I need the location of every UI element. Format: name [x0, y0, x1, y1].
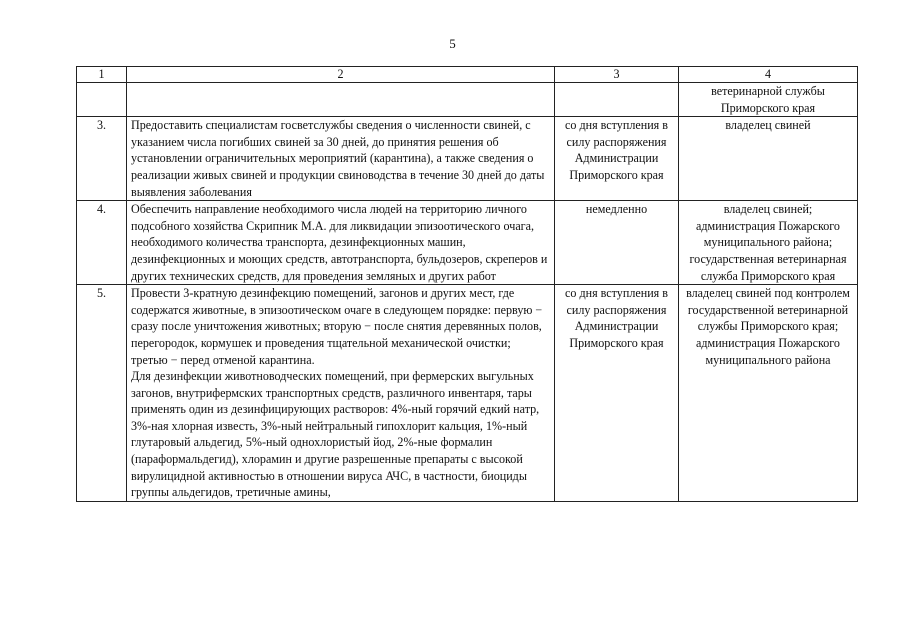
row-action	[127, 83, 555, 117]
row-number: 4.	[77, 201, 127, 285]
page-number: 5	[449, 36, 456, 51]
row-responsible: владелец свиней; администрация Пожарского муниципального района; государственная ветеринарная служба Приморского края	[679, 201, 858, 285]
table-row	[77, 117, 858, 201]
row-responsible: владелец свиней	[679, 117, 858, 201]
row-action-paragraph: Обеспечить направление необходимого числа людей на территорию личного подсобного хозяйства Скрипник М.А. для ликвидации эпизоотического очага, необходимого количества транспорта, дезинфекционных машин, дезинфекционных и моющих средств, автотранспорта, бульдозеров, скреперов и других технических средств, для проведения земляных и других работ	[131, 202, 548, 283]
column-header-2: 2	[127, 67, 555, 83]
column-header-1: 1	[77, 67, 127, 83]
row-term: со дня вступления в силу распоряжения Администрации Приморского края	[555, 285, 679, 502]
table-row	[77, 285, 858, 502]
row-action-paragraph: Провести 3-кратную дезинфекцию помещений, загонов и других мест, где содержатся животные, в эпизоотическом очаге в следующем порядке: первую − сразу после уничтожения животных; вторую − после снятия деревянных полов, перегородок, кормушек и проведения тщательной механической очистки; третью − перед отменой карантина.	[131, 286, 543, 367]
column-header-3: 3	[555, 67, 679, 83]
table-row	[77, 83, 858, 117]
row-term: немедленно	[555, 201, 679, 285]
row-number	[77, 83, 127, 117]
row-responsible: владелец свиней под контролем государственной ветеринарной службы Приморского края; администрация Пожарского муниципального района	[679, 285, 858, 502]
table-header-row	[77, 67, 858, 83]
row-responsible: ветеринарной службы Приморского края	[679, 83, 858, 117]
row-action-paragraph: Предоставить специалистам госветслужбы сведения о численности свиней, с указанием числа погибших свиней за 30 дней, до принятия решения об установлении ограничительных мероприятий (карантина), а также сведения о реализации живых свиней и продукции свиноводства в течение 30 дней до даты выявления заболевания	[131, 118, 545, 199]
row-number: 3.	[77, 117, 127, 201]
row-action	[127, 285, 555, 502]
row-action	[127, 201, 555, 285]
row-action	[127, 117, 555, 201]
row-number: 5.	[77, 285, 127, 502]
measures-table	[76, 66, 858, 502]
row-term	[555, 83, 679, 117]
row-action-paragraph: Для дезинфекции животноводческих помещений, при фермерских выгульных загонов, внутрифермских транспортных средств, различного инвентаря, тары применять один из дезинфицирующих растворов: 4%-ный горячий едкий натр, 3%-ная хлорная известь, 3%-ный нейтральный гипохлорит кальция, 1%-ный глутаровый альдегид, 5%-ный однохлористый йод, 2%-ные формалин (параформальдегид), хлорамин и другие разрешенные препараты с высокой вирулицидной активностью в отношении вируса АЧС, в частности, биоциды группы альдегидов, третичные амины,	[131, 369, 540, 500]
row-term: со дня вступления в силу распоряжения Администрации Приморского края	[555, 117, 679, 201]
column-header-4: 4	[679, 67, 858, 83]
table-row	[77, 201, 858, 285]
